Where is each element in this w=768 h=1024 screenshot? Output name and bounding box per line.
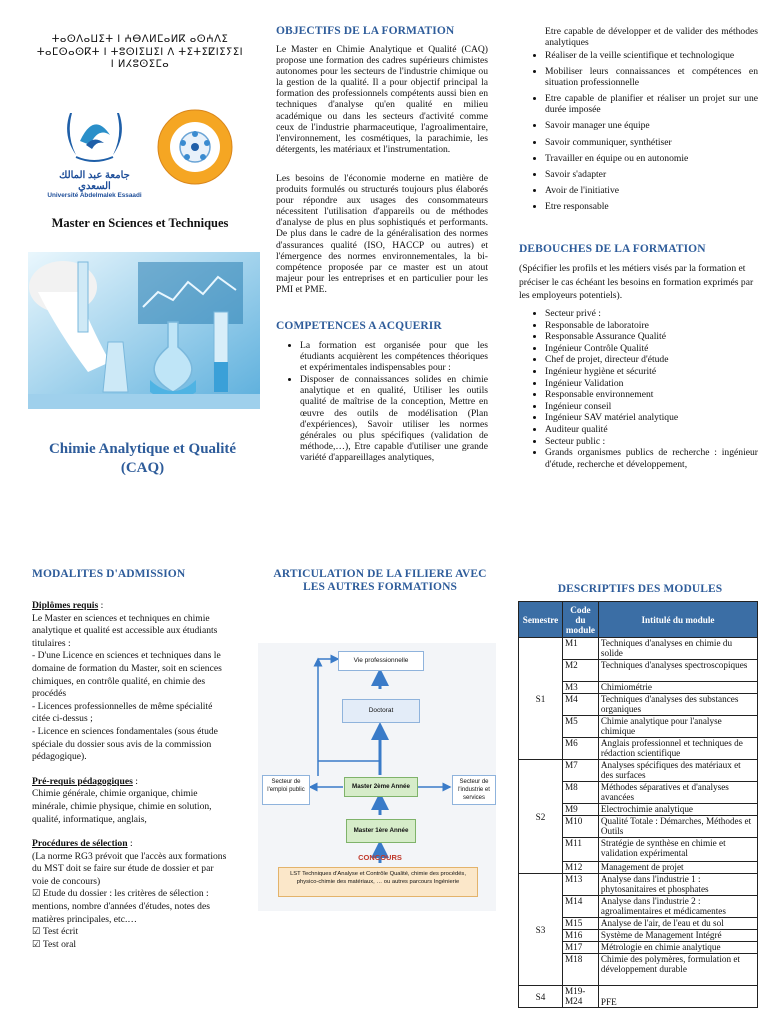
module-title: Techniques d'analyses spectroscopiques (598, 660, 757, 682)
module-code: M8 (562, 782, 598, 804)
debouche-item: • Ingénieur SAV matériel analytique (545, 412, 758, 424)
module-title: Stratégie de synthèse en chimie et validation expérimental (598, 838, 757, 862)
module-code: M2 (562, 660, 598, 682)
prereq-title: Pré-requis pédagogiques (32, 775, 133, 787)
debouche-item: • Responsable de laboratoire (545, 320, 758, 332)
competence-item: • La formation est organisée pour que les étudiants acquièrent les compétences théoriques et expérimentales indispensables pour : (300, 340, 488, 373)
module-title: PFE (598, 986, 757, 1008)
articulation-heading: ARTICULATION DE LA FILIERE AVEC LES AUTRES FORMATIONS (273, 568, 487, 593)
competence-item: • Savoir communiquer, synthétiser (545, 137, 758, 148)
selection-item: ☑ Etude du dossier : les critères de sélection : mentions, nombre d'années d'études, notes des matières principales, etc.… (32, 888, 210, 925)
selection-title: Procédures de sélection (32, 838, 128, 850)
debouche-item: • Responsable environnement (545, 389, 758, 401)
module-code: M7 (562, 760, 598, 782)
module-title: Analyse dans l'industrie 1 : phytosanitaires et phosphates (598, 874, 757, 896)
diplomes-line: - Licence en sciences fondamentales (sous étude spéciale du dossier sous avis de la commission pédagogique). (32, 725, 218, 763)
module-title: Système de Management Intégré (598, 930, 757, 942)
semester-cell: S3 (519, 874, 563, 986)
module-title: Chimie analytique pour l'analyse chimique (598, 716, 757, 738)
prereq-text: Chimie générale, chimie organique, chimie minérale, chimie physique, chimie en solution, qualité, informatique, anglais, (32, 788, 212, 825)
module-code: M17 (562, 942, 598, 954)
module-code: M9 (562, 804, 598, 816)
selection-text: (La norme RG3 prévoit que l'accès aux formations du MST doit se faire sur étude de dossier et par voie de concours) (32, 850, 227, 887)
modules-heading: DESCRIPTIFS DES MODULES (557, 583, 723, 595)
university-emblem-icon (42, 105, 147, 165)
module-title: Techniques d'analyses des substances organiques (598, 694, 757, 716)
tifinagh-line-2: ⵜⴰⵎⵙⴰⵙⴽⵜ ⵏ ⵜⵓⵙⵏⵉⵡⵉⵏ ⴷ ⵜⵉⵜⵉⵇⵏⵉⵢⵉⵏ (36, 46, 244, 58)
module-title: Electrochimie analytique (598, 804, 757, 816)
debouches-heading: DEBOUCHES DE LA FORMATION (519, 243, 706, 255)
node-doctorat: Doctorat (342, 699, 420, 723)
column-header-intitule: Intitulé du module (598, 602, 757, 638)
debouche-item: • Responsable Assurance Qualité (545, 331, 758, 343)
university-name-latin: Université Abdelmalek Essaadi (47, 192, 142, 199)
table-row (519, 874, 758, 896)
checkbox-icon: ☑ (32, 938, 41, 950)
debouche-item: • Secteur public : (545, 436, 758, 448)
laboratory-glassware-icon (28, 252, 260, 409)
tifinagh-header (30, 34, 250, 72)
module-code: M10 (562, 816, 598, 838)
debouche-item: • Chef de projet, directeur d'étude (545, 354, 758, 366)
competence-item: • Disposer de connaissances solides en chimie analytique et en qualité, Utiliser les outils qualité de maîtrise de la conception, Mettre en œuvre des outils de modélisation (Plan d'expériences), Savoir utiliser les normes générales ou plus spécifiques (validation de méthode,…), Etre capable d'utiliser une grande variété d'appareillages analytiques, (300, 374, 488, 463)
module-title: Chimiométrie (598, 682, 757, 694)
node-lst: LST Techniques d'Analyse et Contrôle Qualité, chimie des procédés, physico-chimie des matériaux, … ou autres parcours Ingénierie (278, 867, 478, 897)
competence-item: • Réaliser de la veille scientifique et technologique (545, 50, 758, 61)
module-code: M18 (562, 954, 598, 986)
semester-cell: S1 (519, 638, 563, 760)
node-master-1: Master 1ère Année (346, 819, 416, 843)
university-name-arabic: جامعة عبد المالك السعدي (59, 170, 130, 192)
node-secteur-public: Secteur de l'emploi public (262, 775, 310, 805)
diplomes-line: - D'une Licence en sciences et techniques dans le domaine de formation du Master, soit en sciences chimiques, en contrôle qualité, en chimie des procédés (32, 650, 222, 700)
admission-heading: MODALITES D'ADMISSION (32, 568, 186, 580)
node-vie-professionnelle: Vie professionnelle (338, 651, 424, 671)
debouche-item: • Secteur privé : (545, 308, 758, 320)
competence-item: • Etre responsable (545, 201, 758, 212)
debouches-intro: (Spécifier les profils et les métiers visés par la formation et préciser le cas échéant les besoins en formation exprimés par les employeurs potentiels). (519, 263, 754, 301)
checkbox-icon: ☑ (32, 926, 41, 938)
competence-item: • Savoir manager une équipe (545, 120, 758, 131)
node-secteur-industrie: Secteur de l'industrie et services (452, 775, 496, 805)
module-code: M4 (562, 694, 598, 716)
module-title: Analyses spécifiques des matériaux et des surfaces (598, 760, 757, 782)
module-code: M1 (562, 638, 598, 660)
diplomes-title: Diplômes requis (32, 600, 99, 611)
debouche-item: • Ingénieur Contrôle Qualité (545, 343, 758, 355)
faculty-seal-icon (156, 108, 234, 186)
modules-table-wrapper (518, 601, 758, 1008)
competence-item: • Savoir s'adapter (545, 169, 758, 180)
diplomes-line: - Licences professionnelles de même spécialité citée ci-dessus ; (32, 700, 213, 725)
debouche-item: • Ingénieur conseil (545, 401, 758, 413)
module-code: M13 (562, 874, 598, 896)
tifinagh-line-3: ⵏ ⵍⵃⵓⵙⵉⵎⴰ (110, 59, 170, 70)
module-code: M15 (562, 918, 598, 930)
competence-item: • Avoir de l'initiative (545, 185, 758, 196)
debouche-item: • Ingénieur Validation (545, 378, 758, 390)
table-row (519, 760, 758, 782)
debouche-item: • Grands organismes publics de recherche : ingénieur d'étude, recherche et développement, (545, 447, 758, 470)
objectifs-heading: OBJECTIFS DE LA FORMATION (276, 25, 455, 37)
university-logo (42, 105, 147, 199)
debouches-list (531, 308, 758, 470)
articulation-diagram (258, 643, 496, 911)
module-title: Analyse dans l'industrie 2 : agroalimentaires et médicamentes (598, 896, 757, 918)
debouche-item: • Ingénieur hygiène et sécurité (545, 366, 758, 378)
module-code: M19-M24 (562, 986, 598, 1008)
faculty-seal (156, 108, 234, 186)
module-title: Chimie des polymères, formulation et développement durable (598, 954, 757, 986)
tifinagh-line-1: ⵜⴰⵙⴷⴰⵡⵉⵜ ⵏ ⵄⴱⴷⵍⵎⴰⵍⴽ ⴰⵙⵄⴷⵉ (51, 34, 229, 45)
competences-continuation: Etre capable de développer et de valider des méthodes analytiques (545, 26, 758, 49)
selection-item: ☑ Test écrit (32, 926, 79, 938)
competence-item: • Travailler en équipe ou en autonomie (545, 153, 758, 164)
diplomes-text: Le Master en sciences et techniques en chimie analytique et qualité est accessible aux étudiants titulaires : (32, 612, 218, 649)
module-title: Qualité Totale : Démarches, Méthodes et Outils (598, 816, 757, 838)
competences-heading: COMPETENCES A ACQUERIR (276, 320, 442, 332)
program-title: Chimie Analytique et Qualité (CAQ) (48, 441, 237, 476)
module-title: Métrologie en chimie analytique (598, 942, 757, 954)
module-title: Anglais professionnel et techniques de rédaction scientifique (598, 738, 757, 760)
module-title: Techniques d'analyses en chimie du solide (598, 638, 757, 660)
program-type: Master en Sciences et Techniques (51, 216, 229, 230)
competence-item: • Mobiliser leurs connaissances et compétences en situation professionnelle (545, 66, 758, 88)
module-code: M3 (562, 682, 598, 694)
module-title: Management de projet (598, 862, 757, 874)
column-header-code: Code du module (562, 602, 598, 638)
module-code: M5 (562, 716, 598, 738)
selection-item: ☑ Test oral (32, 938, 77, 950)
module-code: M16 (562, 930, 598, 942)
objectifs-paragraph-1: Le Master en Chimie Analytique et Qualité (CAQ) propose une formation des cadres supérieurs chimistes autonomes pour les secteurs de l'industrie chimique ou la gestion de la qualité. Il a pour objectif principal la formation des professionnels compétents aussi bien en techniques d'analyse qu'en qualité en milieu académique ou dans les secteurs d'activité comme ceux de l'industrie pharmaceutique, l'agroalimentaire, l'environnement, les cosmétiques, la parachimie, les détergents, les matériaux et l'instrumentation. (276, 44, 488, 155)
admission-body: Diplômes requis : Le Master en sciences et techniques en chimie analytique et qualité est accessible aux étudiants titulaires : - D'une Licence en sciences et techniques dans le domaine de formation du Master, soit en sciences chimiques, en contrôle qualité, en chimie des procédés - Licences professionnelles de même spécialité citée ci-dessus ; - Licence en sciences fondamentales (sous étude spéciale du dossier sous avis de la commission pédagogique). Pré-requis pédagogiques : Chimie générale, chimie organique, chimie minérale, chimie physique, chimie en solution, qualité, informatique, anglais, Procédures de sélection : (La norme RG3 prévoit que l'accès aux formations du MST doit se faire sur étude de dossier et par voie de concours) ☑ Etude du dossier : les critères de sélection : mentions, nombre d'années d'études, notes des matières principales, etc.… ☑ Test écrit ☑ Test oral (32, 600, 227, 950)
module-title: Méthodes séparatives et d'analyses avancées (598, 782, 757, 804)
semester-cell: S2 (519, 760, 563, 874)
checkbox-icon: ☑ (32, 888, 41, 900)
module-code: M11 (562, 838, 598, 862)
module-title: Analyse de l'air, de l'eau et du sol (598, 918, 757, 930)
table-row (519, 638, 758, 660)
table-row (519, 986, 758, 1008)
module-code: M6 (562, 738, 598, 760)
modules-table (518, 601, 758, 1008)
semester-cell: S4 (519, 986, 563, 1008)
concours-label: CONCOURS (358, 853, 402, 862)
competences-list (286, 340, 488, 463)
node-master-2: Master 2ème Année (344, 777, 418, 797)
debouche-item: • Auditeur qualité (545, 424, 758, 436)
module-code: M14 (562, 896, 598, 918)
column-header-semestre: Semestre (519, 602, 563, 638)
competences-continued-list (531, 50, 758, 212)
objectifs-paragraph-2: Les besoins de l'économie moderne en matière de produits formulés ou structurés toujours plus élaborés pour répondre aux usages des consommateurs nécessitent l'utilisation d'appareils ou de méthodes d'analyse de plus en plus sophistiqués et performants. De plus dans le cadre de la généralisation des normes d'assurances qualité (ISO, HACCP ou autres) et l'émergence des normes environnementales, la bi-compétence proposée par ce master est un atout majeur pour les entreprises et en particulier pour les PMI et PME. (276, 173, 488, 295)
module-code: M12 (562, 862, 598, 874)
competence-item: • Etre capable de planifier et réaliser un projet sur une durée imposée (545, 93, 758, 115)
laboratory-photo (28, 252, 260, 409)
